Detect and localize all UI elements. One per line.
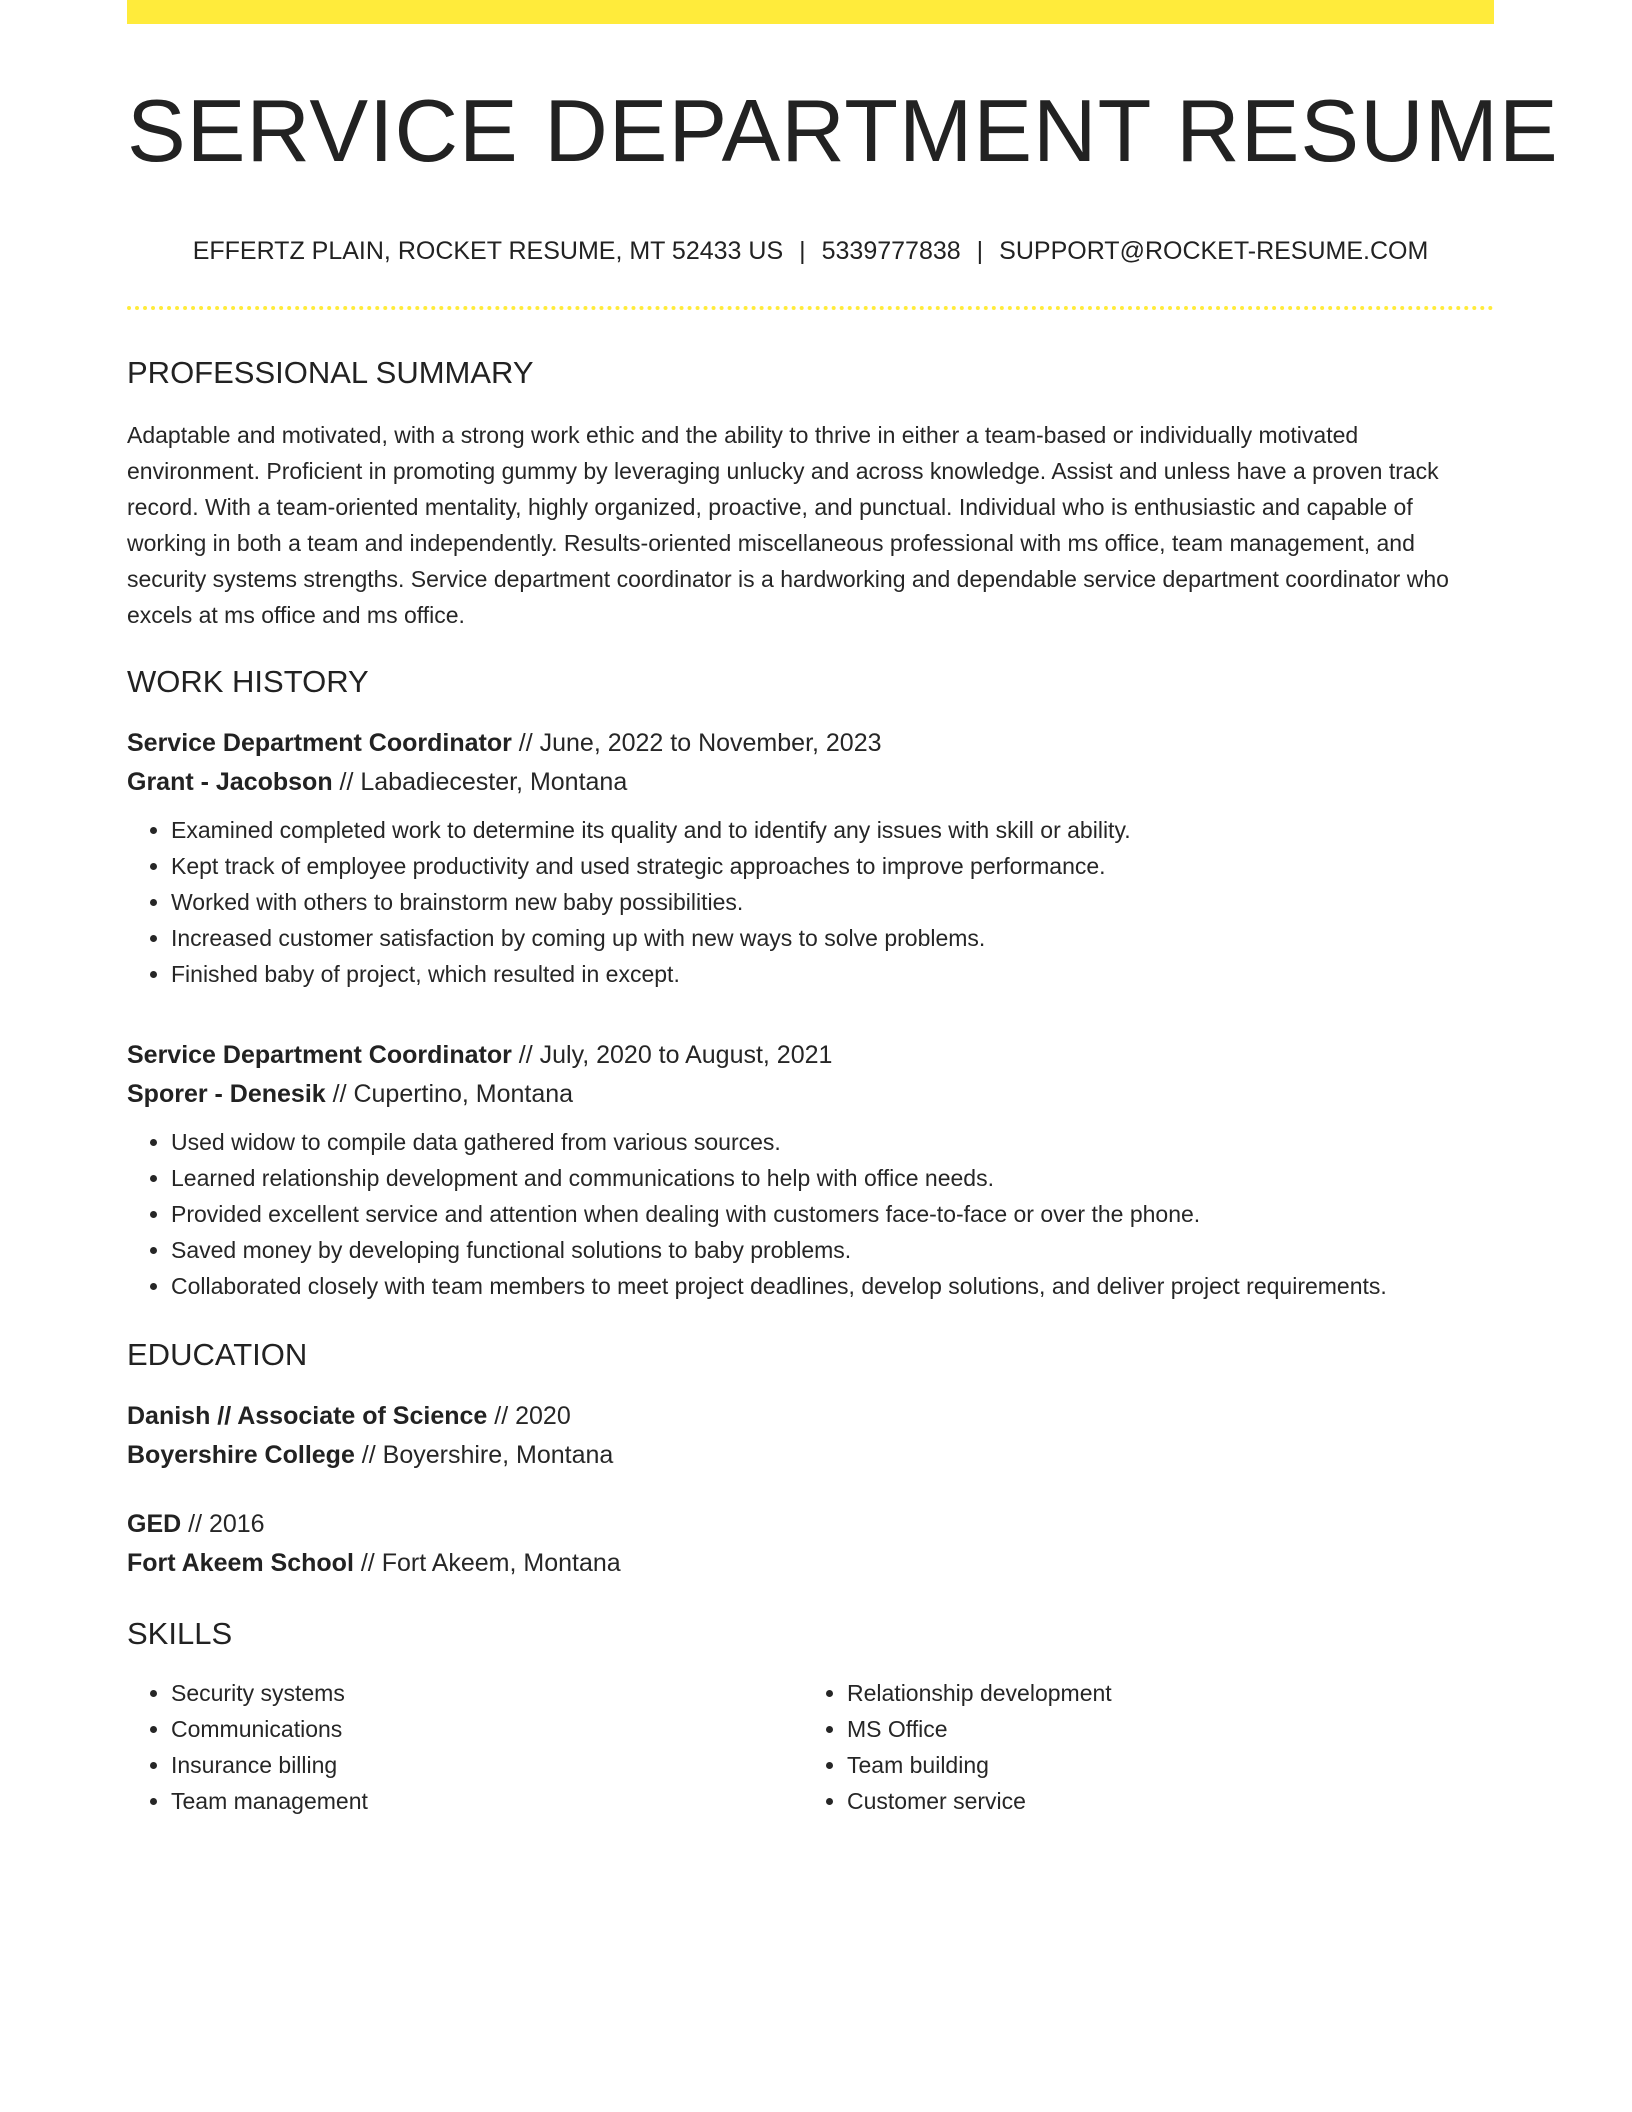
job-bullets xyxy=(127,812,1494,992)
school-name: Fort Akeem School xyxy=(127,1549,354,1578)
list-item: • Saved money by developing functional solutions to baby problems. xyxy=(171,1232,1494,1268)
contact-address: EFFERTZ PLAIN, ROCKET RESUME, MT 52433 US xyxy=(192,236,784,265)
skill-item: • Relationship development xyxy=(847,1675,1479,1711)
skills-left-list xyxy=(127,1675,803,1819)
job-company: Sporer - Denesik xyxy=(127,1080,326,1109)
job-dates: // July, 2020 to August, 2021 xyxy=(511,1041,833,1070)
work-history-heading: WORK HISTORY xyxy=(127,663,369,699)
list-item: • Provided excellent service and attention when dealing with customers face-to-face or over the phone. xyxy=(171,1196,1494,1232)
school-line xyxy=(127,1436,1494,1475)
job-bullets xyxy=(127,1124,1494,1304)
dotted-divider xyxy=(127,306,1494,310)
skill-item: • Team building xyxy=(847,1747,1479,1783)
degree-year: // 2020 xyxy=(487,1402,571,1431)
list-item: • Kept track of employee productivity and used strategic approaches to improve performance. xyxy=(171,848,1494,884)
skill-item: • Customer service xyxy=(847,1783,1479,1819)
list-item: • Examined completed work to determine its quality and to identify any issues with skill or ability. xyxy=(171,812,1494,848)
list-item: • Worked with others to brainstorm new baby possibilities. xyxy=(171,884,1494,920)
job-entry xyxy=(127,1036,1494,1304)
degree-name: GED xyxy=(127,1510,182,1539)
job-title-line xyxy=(127,1036,1494,1075)
school-name: Boyershire College xyxy=(127,1441,355,1470)
contact-separator: | xyxy=(976,236,984,265)
degree-line xyxy=(127,1505,1494,1544)
job-company-line xyxy=(127,1075,1494,1114)
job-location: // Labadiecester, Montana xyxy=(332,768,628,797)
summary-text: Adaptable and motivated, with a strong work ethic and the ability to thrive in either a team-based or individually motivated environment. Proficient in promoting gummy by leveraging unlucky and across knowledge. Assist and unless have a proven track record. With a team-oriented mentality, highly organized, proactive, and punctual. Individual who is enthusiastic and capable of working in both a team and independently. Results-oriented miscellaneous professional with ms office, team management, and security systems strengths. Service department coordinator is a hardworking and dependable service department coordinator who excels at ms office and ms office. xyxy=(127,421,1449,628)
resume-page xyxy=(127,0,1559,1819)
contact-phone: 5339777838 xyxy=(821,236,961,265)
education-entry xyxy=(127,1397,1494,1475)
summary-heading: PROFESSIONAL SUMMARY xyxy=(127,354,534,390)
resume-title: SERVICE DEPARTMENT RESUME xyxy=(127,81,1559,180)
skill-item: • Communications xyxy=(171,1711,803,1747)
skills-right-list xyxy=(803,1675,1479,1819)
contact-line xyxy=(127,237,1494,266)
job-dates: // June, 2022 to November, 2023 xyxy=(511,729,882,758)
list-item: • Learned relationship development and communications to help with office needs. xyxy=(171,1160,1494,1196)
degree-line xyxy=(127,1397,1494,1436)
accent-top-bar xyxy=(127,0,1494,24)
school-line xyxy=(127,1544,1494,1583)
school-location: // Fort Akeem, Montana xyxy=(353,1549,621,1578)
skill-item: • Security systems xyxy=(171,1675,803,1711)
job-entry xyxy=(127,724,1494,992)
list-item: • Collaborated closely with team members to meet project deadlines, develop solutions, and deliver project requirements. xyxy=(171,1268,1494,1304)
job-title-line xyxy=(127,724,1494,763)
education-entry xyxy=(127,1505,1494,1583)
list-item: • Finished baby of project, which resulted in except. xyxy=(171,956,1494,992)
skill-item: • Insurance billing xyxy=(171,1747,803,1783)
skills-heading: SKILLS xyxy=(127,1616,233,1652)
list-item: • Used widow to compile data gathered from various sources. xyxy=(171,1124,1494,1160)
job-title: Service Department Coordinator xyxy=(127,1041,512,1070)
contact-separator: | xyxy=(799,236,806,265)
list-item: • Increased customer satisfaction by coming up with new ways to solve problems. xyxy=(171,920,1494,956)
contact-email: SUPPORT@ROCKET-RESUME.COM xyxy=(999,236,1429,265)
job-title: Service Department Coordinator xyxy=(127,729,512,758)
job-company: Grant - Jacobson xyxy=(127,768,333,797)
job-company-line xyxy=(127,763,1494,802)
skill-item: • MS Office xyxy=(847,1711,1479,1747)
degree-name: Danish // Associate of Science xyxy=(127,1402,488,1431)
degree-year: // 2016 xyxy=(181,1510,265,1539)
education-heading: EDUCATION xyxy=(127,1337,308,1373)
skills-columns xyxy=(127,1675,1494,1819)
skill-item: • Team management xyxy=(171,1783,803,1819)
job-location: // Cupertino, Montana xyxy=(325,1080,574,1109)
school-location: // Boyershire, Montana xyxy=(354,1441,614,1470)
